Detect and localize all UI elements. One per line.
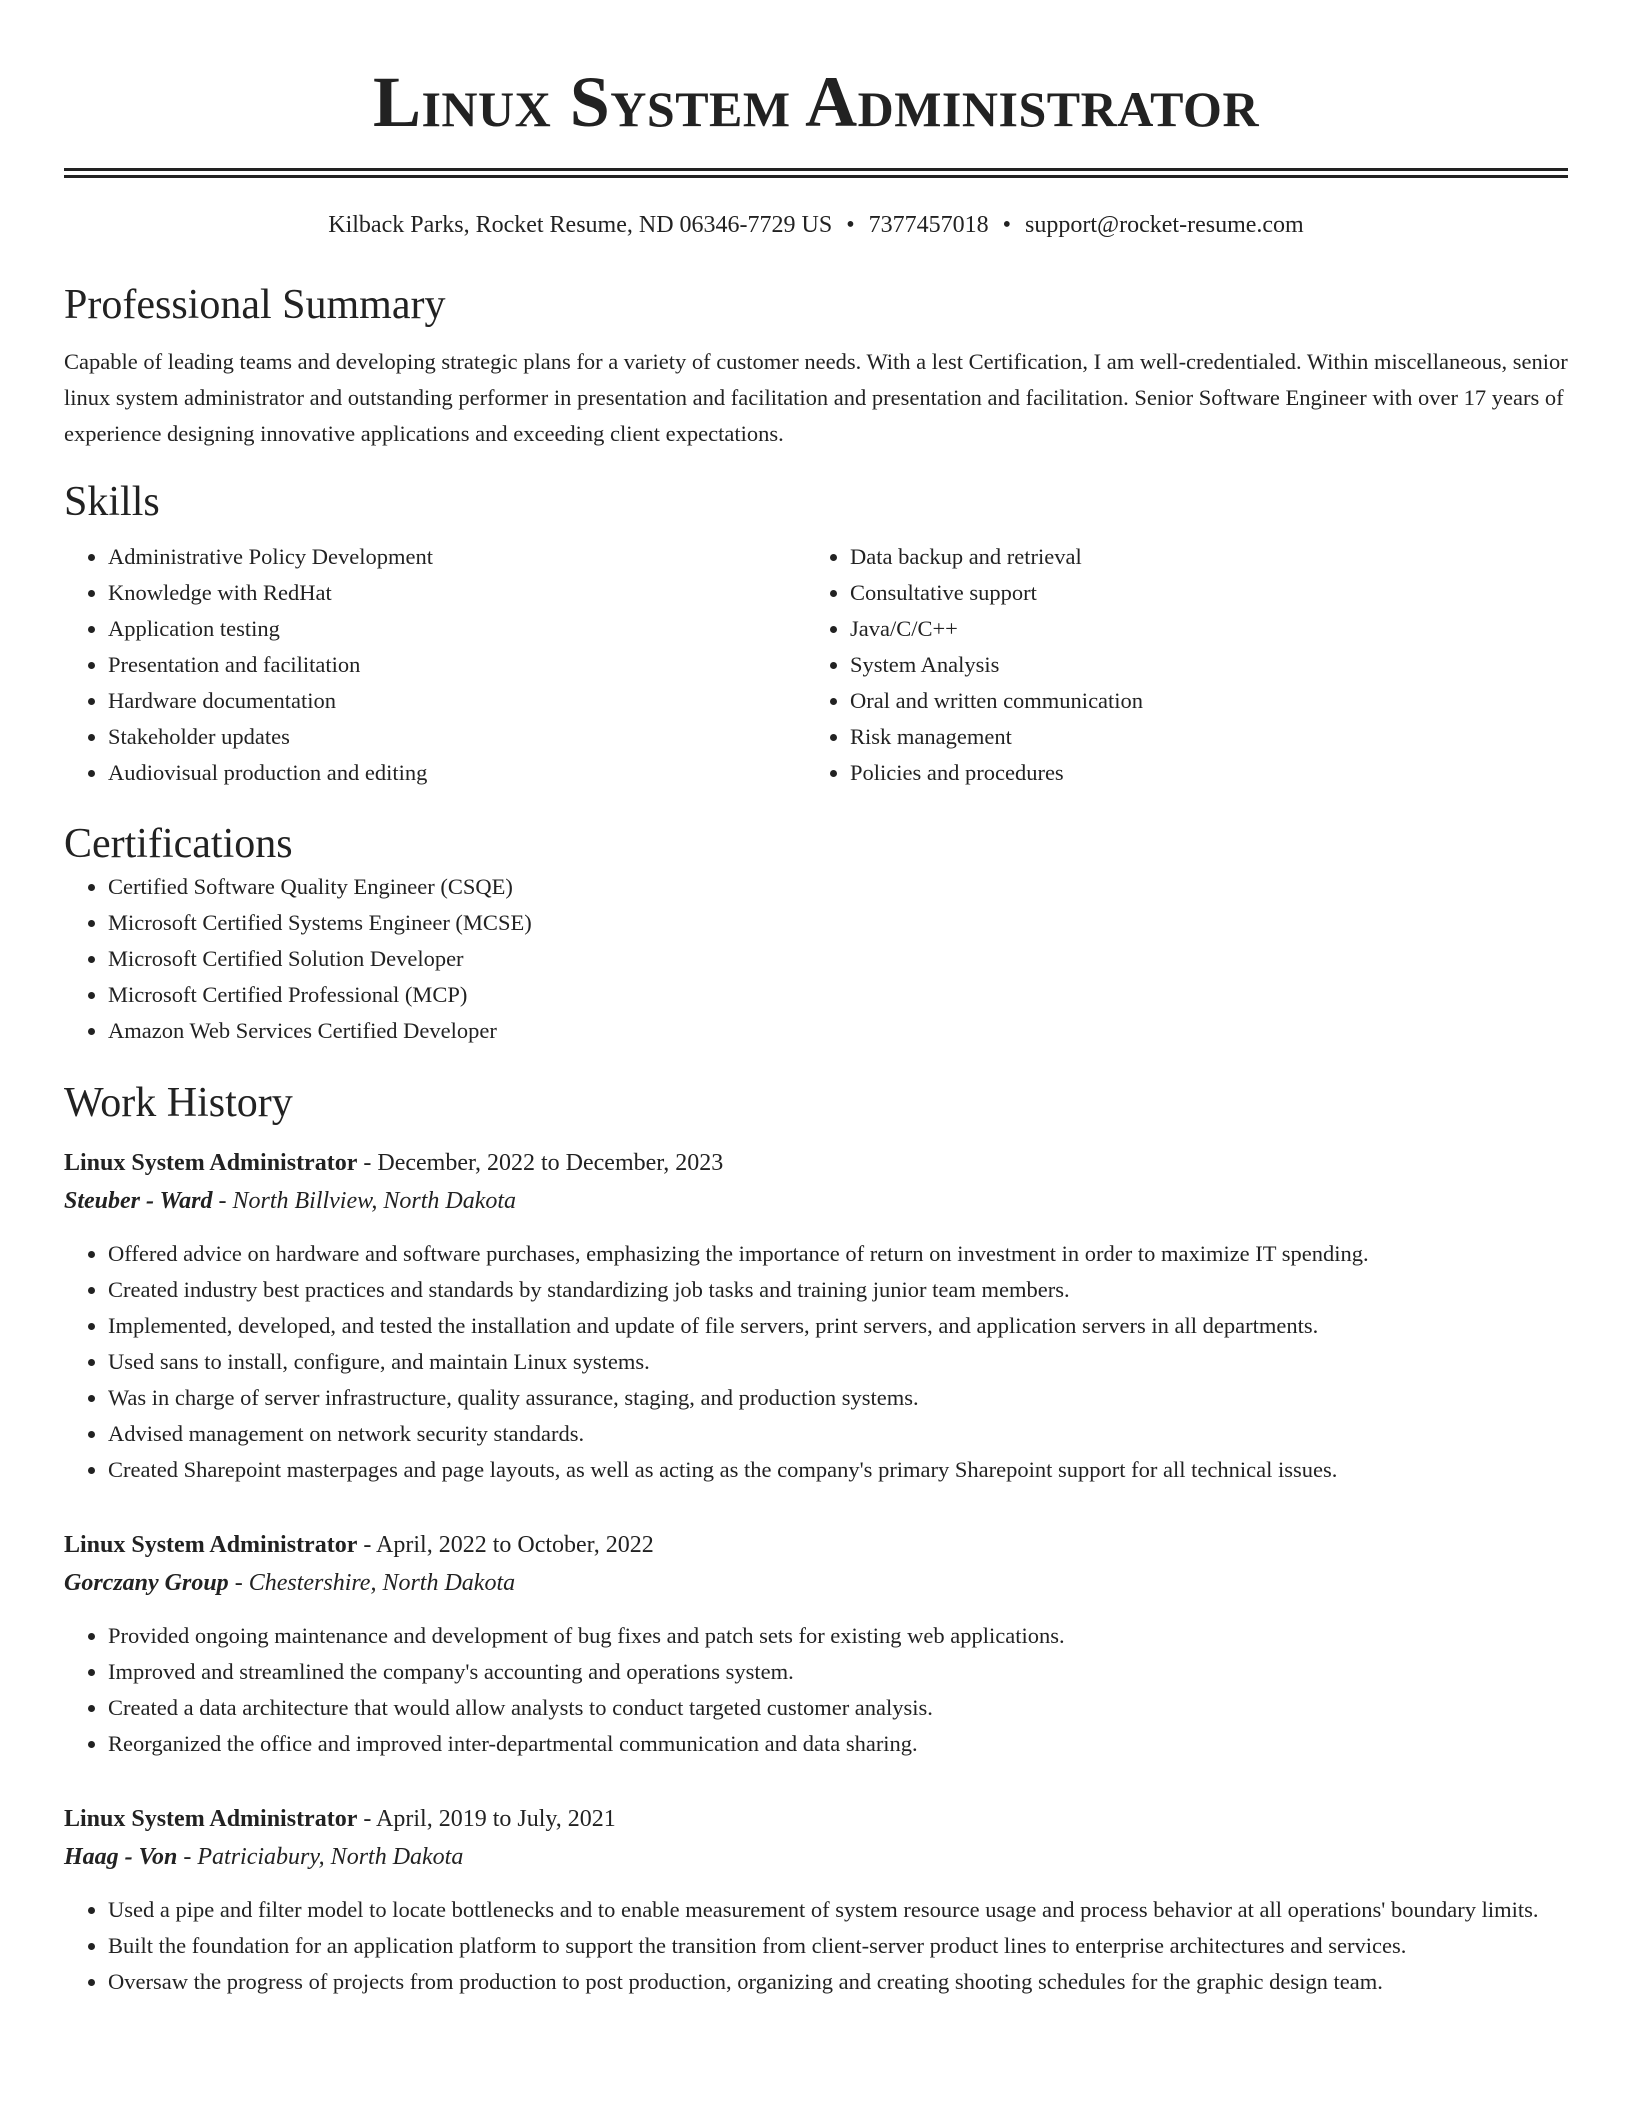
certification-item: • Microsoft Certified Professional (MCP) bbox=[108, 977, 1568, 1013]
skill-item: • System Analysis bbox=[850, 647, 1548, 683]
job-bullet: • Used a pipe and filter model to locate bottlenecks and to enable measurement of system resource usage and process behavior at all operations' boundary limits. bbox=[108, 1892, 1568, 1928]
job-entry bbox=[64, 1526, 1568, 1762]
certification-item: • Certified Software Quality Engineer (CSQE) bbox=[108, 869, 1568, 905]
header-double-rule bbox=[64, 168, 1568, 178]
contact-email: support@rocket-resume.com bbox=[1025, 212, 1304, 238]
skills-heading: Skills bbox=[64, 479, 160, 525]
contact-separator: • bbox=[1002, 212, 1012, 238]
skills-column-right bbox=[806, 539, 1548, 791]
skill-item: • Java/C/C++ bbox=[850, 611, 1548, 647]
job-bullet: • Used sans to install, configure, and maintain Linux systems. bbox=[108, 1344, 1568, 1380]
job-location: Patriciabury, North Dakota bbox=[197, 1844, 464, 1870]
resume-name-heading: Linux System Administrator bbox=[372, 62, 1260, 142]
skill-item: • Knowledge with RedHat bbox=[108, 575, 806, 611]
skill-item: • Audiovisual production and editing bbox=[108, 755, 806, 791]
certifications-heading: Certifications bbox=[64, 821, 293, 867]
certification-item: • Amazon Web Services Certified Developer bbox=[108, 1013, 1568, 1049]
job-bullet: • Oversaw the progress of projects from production to post production, organizing and creating shooting schedules for the graphic design team. bbox=[108, 1964, 1568, 2000]
summary-heading: Professional Summary bbox=[64, 282, 446, 328]
job-company-line: Steuber - Ward - North Billview, North Dakota bbox=[64, 1188, 517, 1214]
job-role: Linux System Administrator bbox=[64, 1532, 358, 1558]
job-bullet: • Advised management on network security standards. bbox=[108, 1416, 1568, 1452]
skill-item: • Hardware documentation bbox=[108, 683, 806, 719]
job-company: Steuber - Ward bbox=[64, 1188, 213, 1214]
job-bullet: • Built the foundation for an application platform to support the transition from client-server product lines to enterprise architectures and services. bbox=[108, 1928, 1568, 1964]
job-company-line: Gorczany Group - Chestershire, North Dakota bbox=[64, 1570, 516, 1596]
skill-item: • Risk management bbox=[850, 719, 1548, 755]
job-bullet: • Improved and streamlined the company's accounting and operations system. bbox=[108, 1654, 1568, 1690]
job-bullet: • Implemented, developed, and tested the installation and update of file servers, print servers, and application servers in all departments. bbox=[108, 1308, 1568, 1344]
job-bullet: • Offered advice on hardware and software purchases, emphasizing the importance of return on investment in order to maximize IT spending. bbox=[108, 1236, 1568, 1272]
skill-item: • Administrative Policy Development bbox=[108, 539, 806, 575]
skills-columns bbox=[64, 539, 1568, 791]
skill-item: • Policies and procedures bbox=[850, 755, 1548, 791]
job-bullets bbox=[64, 1892, 1568, 2000]
job-title-line: Linux System Administrator - December, 2022 to December, 2023 bbox=[64, 1150, 724, 1176]
job-entry bbox=[64, 1800, 1568, 2000]
job-role: Linux System Administrator bbox=[64, 1806, 358, 1832]
job-title-line: Linux System Administrator - April, 2019 to July, 2021 bbox=[64, 1806, 616, 1832]
job-location: Chestershire, North Dakota bbox=[248, 1570, 516, 1596]
job-dates: April, 2019 to July, 2021 bbox=[376, 1806, 616, 1832]
job-dates: December, 2022 to December, 2023 bbox=[377, 1150, 724, 1176]
job-bullet: • Created a data architecture that would allow analysts to conduct targeted customer analysis. bbox=[108, 1690, 1568, 1726]
skill-item: • Stakeholder updates bbox=[108, 719, 806, 755]
job-role: Linux System Administrator bbox=[64, 1150, 358, 1176]
skill-item: • Data backup and retrieval bbox=[850, 539, 1548, 575]
skills-list-right bbox=[806, 539, 1548, 791]
skill-item: • Application testing bbox=[108, 611, 806, 647]
work-history-heading: Work History bbox=[64, 1080, 293, 1126]
contact-phone: 7377457018 bbox=[868, 212, 989, 238]
certifications-list bbox=[64, 869, 1568, 1049]
contact-separator: • bbox=[846, 212, 855, 238]
job-company: Gorczany Group bbox=[64, 1570, 229, 1596]
job-dates: April, 2022 to October, 2022 bbox=[376, 1532, 654, 1558]
job-bullet: • Was in charge of server infrastructure, quality assurance, staging, and production systems. bbox=[108, 1380, 1568, 1416]
job-bullets bbox=[64, 1618, 1568, 1762]
resume-page bbox=[64, 0, 1568, 2000]
job-bullet: • Created Sharepoint masterpages and page layouts, as well as acting as the company's primary Sharepoint support for all technical issues. bbox=[108, 1452, 1568, 1488]
job-company: Haag - Von bbox=[64, 1844, 178, 1870]
skill-item: • Consultative support bbox=[850, 575, 1548, 611]
job-bullet: • Provided ongoing maintenance and development of bug fixes and patch sets for existing web applications. bbox=[108, 1618, 1568, 1654]
skill-item: • Presentation and facilitation bbox=[108, 647, 806, 683]
job-bullet: • Reorganized the office and improved inter-departmental communication and data sharing. bbox=[108, 1726, 1568, 1762]
skill-item: • Oral and written communication bbox=[850, 683, 1548, 719]
skills-column-left bbox=[64, 539, 806, 791]
job-bullet: • Created industry best practices and standards by standardizing job tasks and training junior team members. bbox=[108, 1272, 1568, 1308]
contact-line bbox=[64, 210, 1568, 240]
job-bullets bbox=[64, 1236, 1568, 1488]
summary-text: Capable of leading teams and developing strategic plans for a variety of customer needs. With a lest Certification, I am well-credentialed. Within miscellaneous, senior linux system administrator and outstanding performer in presentation and facilitation and presentation and facilitation. Senior Software Engineer with over 17 years of experience designing innovative applications and exceeding client expectations. bbox=[64, 349, 1568, 446]
job-title-line: Linux System Administrator - April, 2022 to October, 2022 bbox=[64, 1532, 654, 1558]
certification-item: • Microsoft Certified Solution Developer bbox=[108, 941, 1568, 977]
certification-item: • Microsoft Certified Systems Engineer (MCSE) bbox=[108, 905, 1568, 941]
job-entry bbox=[64, 1144, 1568, 1488]
contact-address: Kilback Parks, Rocket Resume, ND 06346-7729 US bbox=[328, 212, 833, 238]
job-location: North Billview, North Dakota bbox=[232, 1188, 517, 1214]
skills-list-left bbox=[64, 539, 806, 791]
job-company-line: Haag - Von - Patriciabury, North Dakota bbox=[64, 1844, 464, 1870]
